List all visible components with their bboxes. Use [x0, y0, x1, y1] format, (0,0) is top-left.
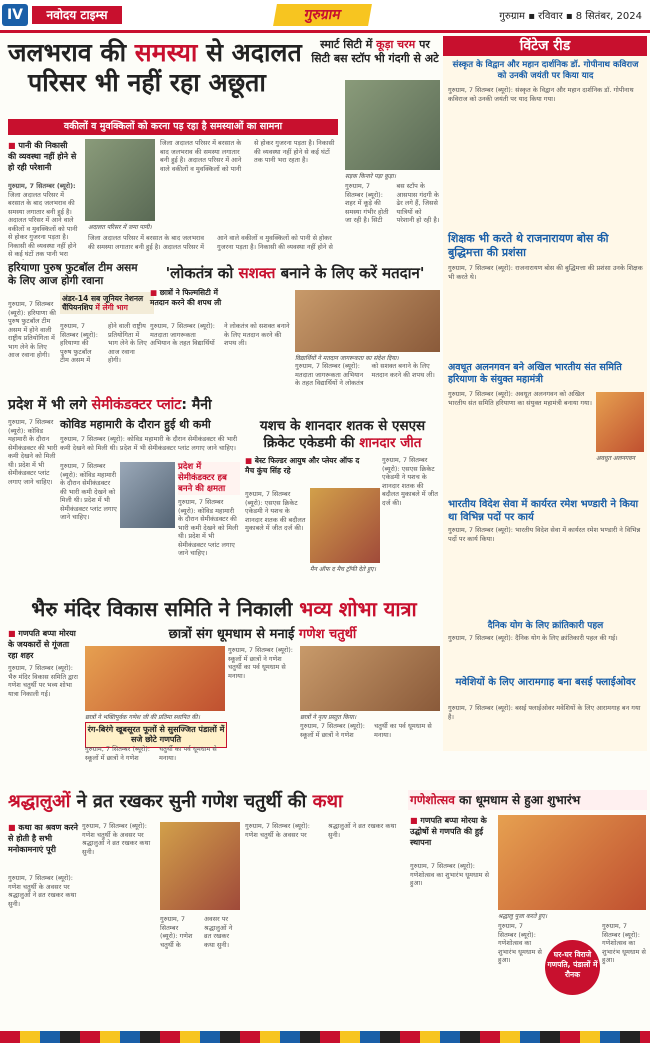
cricket-body-right: गुरुग्राम, 7 सितम्बर (ब्यूरो): एसएस क्रिकेट एकेडमी ने यशच के शानदार शतक की बदौलत मुकाबले में जीत दर्ज की। — [382, 456, 438, 507]
vote-title-red: सशक्त — [238, 264, 276, 282]
lead-headline — [8, 38, 338, 98]
sidebar-s1-title: संस्कृत के विद्वान और महान दार्शनिक डॉ. गोपीनाथ कविराज को उनकी जयंती पर किया याद — [452, 60, 639, 81]
smart-title-red: कूड़ा चरम — [376, 38, 416, 51]
lead-body: जिला अदालत परिसर में बरसात के बाद जलभराव की समस्या लगातार बनी हुई है। अदालत परिसर में आने वाले वकीलों व मुवक्किलों को पानी से होकर गुजरना पड़ता है। निकासी की व्यवस्था नहीं होने से कई घंटों तक पानी भरा — [8, 190, 78, 258]
ganeshotsav-title-a: गणेशोत्सव — [410, 793, 455, 807]
ganeshotsav-body-mid: गुरुग्राम, 7 सितम्बर (ब्यूरो): गणेशोत्सव का शुभारंभ धूमधाम से हुआ। — [498, 922, 542, 964]
students-caption-2: छात्रों ने नृत्य प्रस्तुत किया। — [300, 714, 357, 721]
sidebar-s6-title: मवेशियों के लिए आरामगाह बना बसई फ्लाईओवर — [455, 677, 636, 688]
sidebar-s2-title: शिक्षक भी करते थे राजनारायण बोस की बुद्धिमत्ता की प्रशंसा — [448, 232, 609, 259]
students-title-a: छात्रों संग धूमधाम से मनाई — [168, 627, 295, 642]
cricket-title-a: यशच के शानदार शतक से एसएस — [259, 418, 426, 434]
cricket-title-red: शानदार जीत — [359, 435, 422, 451]
bhairu-title-a: भैरु मंदिर विकास समिति ने निकाली — [31, 597, 293, 621]
lead-body-columns: जिला अदालत परिसर में बरसात के बाद जलभराव की समस्या लगातार बनी हुई है। अदालत परिसर में आने वाले वकीलों व मुवक्किलों को पानी से होकर गुजरना पड़ता है। निकासी की व्यवस्था नहीं होने से कई घंटों तक पानी भरा रहता है। — [160, 139, 335, 173]
semi-body-mid: गुरुग्राम, 7 सितम्बर (ब्यूरो): कोविड महामारी के दौरान सेमीकंडक्टर की भारी कमी देखने को मिली थी। प्रदेश में भी सेमीकंडक्टर प्लांट लगाए जाने चाहिए। — [60, 462, 117, 521]
vote-title-a: 'लोकतंत्र को — [165, 264, 234, 282]
lead-headline-a: जलभराव की — [8, 38, 127, 67]
ganeshotsav-headline — [410, 790, 645, 810]
vote-photo — [295, 290, 440, 352]
ganeshotsav-title-b: का धूमधाम से हुआ शुभारंभ — [459, 793, 581, 807]
ganeshotsav-body-left: गुरुग्राम, 7 सितम्बर (ब्यूरो): गणेशोत्सव का शुभारंभ धूमधाम से हुआ। — [410, 862, 490, 887]
katha-body-mid: गुरुग्राम, 7 सितम्बर (ब्यूरो): गणेश चतुर्थी के अवसर पर श्रद्धालुओं ने व्रत रखकर कथा सुनी। — [82, 822, 151, 856]
vote-caption: विद्यार्थियों ने मतदान जागरूकता का संदेश दिया। — [295, 355, 399, 362]
cricket-bullet: ■ बेस्ट फिल्डर आयुष और प्लेयर ऑफ द मैच कुंच सिंह रहे — [245, 456, 365, 476]
lead-headline-line2: परिसर भी नहीं रहा अछूता — [28, 68, 266, 97]
katha-body-far: गुरुग्राम, 7 सितम्बर (ब्यूरो): गणेश चतुर्थी के अवसर पर श्रद्धालुओं ने व्रत रखकर कथा सुनी। — [245, 822, 397, 839]
football-body: गुरुग्राम, 7 सितम्बर (ब्यूरो): हरियाणा की पुरुष फुटबॉल टीम असम में होने वाली राष्ट्रीय प्रतियोगिता में भाग लेने के लिए आज रवाना होगी। — [60, 322, 147, 364]
football-sub-a: अंडर-14 सब जूनियर नेशनल चैंपियनशिप — [62, 294, 144, 312]
semi-intro: गुरुग्राम, 7 सितम्बर (ब्यूरो): कोविड महामारी के दौरान सेमीकंडक्टर की भारी कमी देखने को मिली थी। प्रदेश में भी सेमीकंडक्टर प्लांट लगाए जाने चाहिए। — [60, 435, 238, 452]
smart-body: गुरुग्राम, 7 सितम्बर (ब्यूरो): शहर में कूड़े की समस्या गंभीर होती जा रही है। सिटी बस स्टॉप के आसपास गंदगी के ढेर लगे हैं, जिससे यात्रियों को परेशानी हो रही है। — [345, 182, 440, 224]
bhairu-body: गुरुग्राम, 7 सितम्बर (ब्यूरो): भैरु मंदिर विकास समिति द्वारा गणेश चतुर्थी पर भव्य शोभा यात्रा निकाली गई। — [8, 664, 78, 698]
cricket-headline — [245, 418, 440, 452]
smart-title-b: पर सिटी बस स्टॉप भी गंदगी से अटे — [311, 38, 439, 65]
sidebar-s5-body: गुरुग्राम, 7 सितम्बर (ब्यूरो): दैनिक योग के लिए क्रांतिकारी पहल की गई। — [448, 634, 618, 642]
lead-headline-b: से अदालत — [206, 38, 302, 67]
header-dateline: गुरुग्राम ▪ रविवार ▪ 8 सितंबर, 2024 — [499, 11, 642, 22]
semi-body-right: गुरुग्राम, 7 सितम्बर (ब्यूरो): कोविड महामारी के दौरान सेमीकंडक्टर की भारी कमी देखने को मिली थी। प्रदेश में भी सेमीकंडक्टर प्लांट लगाए जाने चाहिए। — [178, 498, 239, 557]
smart-caption: सड़क किनारे पड़ा कूड़ा। — [345, 173, 396, 180]
court-photo — [85, 139, 155, 221]
sidebar-s6-body: गुरुग्राम, 7 सितम्बर (ब्यूरो): बसई फ्लाईओवर मवेशियों के लिए आरामगाह बन गया है। — [448, 704, 641, 721]
masthead: नवोदय टाइम्स — [32, 6, 122, 24]
vote-body-2: गुरुग्राम, 7 सितम्बर (ब्यूरो): मतदाता जागरूकता अभियान के तहत विद्यार्थियों ने लोकतंत्र को सशक्त बनाने के लिए मतदान करने की शपथ ली। — [295, 362, 435, 387]
students-headline — [85, 626, 440, 643]
ganeshotsav-caption: श्रद्धालु पूजा करते हुए। — [498, 913, 548, 920]
sidebar-s1-body: गुरुग्राम, 7 सितम्बर (ब्यूरो): संस्कृत के विद्वान और महान दार्शनिक डॉ. गोपीनाथ कविराज को उनकी जयंती पर याद किया गया। — [448, 86, 634, 103]
katha-title-a: श्रद्धालुओं — [8, 791, 71, 812]
lead-dateline-text: गुरुग्राम, 7 सितम्बर (ब्यूरो): — [8, 182, 76, 190]
lead-bullet: ■ पानी की निकासी की व्यवस्था नहीं होने से हो रही परेशानी — [8, 140, 78, 173]
smart-title-a: स्मार्ट सिटी में — [320, 38, 373, 51]
lead-caption: अदालत परिसर में जमा पानी। — [88, 224, 152, 231]
students-body-3: गुरुग्राम, 7 सितम्बर (ब्यूरो): स्कूलों में छात्रों ने गणेश चतुर्थी का पर्व धूमधाम से मनाया। — [300, 722, 432, 739]
sidebar-s3-portrait — [596, 392, 644, 452]
vote-body: गुरुग्राम, 7 सितम्बर (ब्यूरो): मतदाता जागरूकता अभियान के तहत विद्यार्थियों ने लोकतंत्र को सशक्त बनाने के लिए मतदान करने की शपथ ली। — [150, 322, 290, 347]
city-section-label: गुरुग्राम — [273, 4, 372, 26]
students-caption-1: छात्रों ने भक्तिपूर्वक गणेश जी की प्रतिमा स्थापित की। — [85, 714, 200, 721]
semi-body-left: गुरुग्राम, 7 सितम्बर (ब्यूरो): कोविड महामारी के दौरान सेमीकंडक्टर की भारी कमी देखने को मिली थी। प्रदेश में भी सेमीकंडक्टर प्लांट लगाए जाने चाहिए। — [8, 418, 58, 486]
semi-headline — [8, 396, 238, 414]
vote-sub: ■ छात्रों ने फिल्मसिटी में मतदान करने की शपथ ली — [150, 288, 228, 308]
lead-headline-red: समस्या — [134, 38, 198, 67]
katha-body-right: गुरुग्राम, 7 सितम्बर (ब्यूरो): गणेश चतुर्थी के अवसर पर श्रद्धालुओं ने व्रत रखकर कथा सुनी। — [160, 915, 233, 949]
sidebar-s2-body: गुरुग्राम, 7 सितम्बर (ब्यूरो): राजनारायण बोस की बुद्धिमत्ता की प्रशंसा उनके शिक्षक भी करते थे। — [448, 264, 643, 281]
football-headline: हरियाणा पुरुष फुटबॉल टीम असम के लिए आज होगी रवाना — [8, 262, 138, 287]
football-body-left: गुरुग्राम, 7 सितम्बर (ब्यूरो): हरियाणा की पुरुष फुटबॉल टीम असम में होने वाली राष्ट्रीय प्रतियोगिता में भाग लेने के लिए आज रवाना होगी। — [8, 300, 56, 359]
semi-title-a: प्रदेश में भी लगे — [8, 397, 87, 413]
cricket-body-left: गुरुग्राम, 7 सितम्बर (ब्यूरो): एसएस क्रिकेट एकेडमी ने यशच के शानदार शतक की बदौलत मुकाबले में जीत दर्ज की। — [245, 490, 306, 532]
students-body: गुरुग्राम, 7 सितम्बर (ब्यूरो): स्कूलों में छात्रों ने गणेश चतुर्थी का पर्व धूमधाम से मनाया। — [228, 646, 293, 680]
semi-title-red: सेमीकंडक्टर प्लांट — [91, 397, 182, 413]
sidebar-s3-caption: अवधूत अलनगवन — [596, 455, 635, 462]
ganeshotsav-bullet: ■ गणपति बप्पा मोरया के उद्घोषों से गणपति की हुई स्थापना — [410, 815, 495, 848]
lead-body-continued: जिला अदालत परिसर में बरसात के बाद जलभराव की समस्या लगातार बनी हुई है। अदालत परिसर में आने वाले वकीलों व मुवक्किलों को पानी से होकर गुजरना पड़ता है। निकासी की व्यवस्था नहीं होने से — [88, 234, 333, 251]
katha-bullet: ■ कथा का श्रवण करने से होती है सभी मनोकामनाएं पूरी — [8, 822, 78, 855]
vote-headline — [150, 264, 440, 283]
students-body-2: गुरुग्राम, 7 सितम्बर (ब्यूरो): स्कूलों में छात्रों ने गणेश चतुर्थी का पर्व धूमधाम से मनाया। — [85, 745, 217, 762]
students-photo-2 — [300, 646, 440, 711]
lead-dateline — [8, 182, 80, 260]
page-number: IV — [2, 4, 28, 26]
cricket-caption: मैन ऑफ द मैच ट्रॉफी देते हुए। — [310, 566, 376, 573]
katha-title-b: ने व्रत रखकर सुनी गणेश चतुर्थी की — [76, 791, 307, 812]
students-box: रंग-बिरंगे खूबसूरत फूलों से सुसज्जित पंडालों में सजे छोटे गणपति — [85, 722, 227, 748]
students-photo-1 — [85, 646, 225, 711]
ganeshotsav-photo — [498, 815, 646, 910]
ganesh-idol-photo — [160, 822, 240, 910]
semi-portrait — [120, 462, 175, 528]
semi-box: प्रदेश में सेमीकंडक्टर हब बनने की क्षमता — [178, 462, 240, 495]
cricket-photo — [310, 488, 380, 563]
ganeshotsav-body-right: गुरुग्राम, 7 सितम्बर (ब्यूरो): गणेशोत्सव का शुभारंभ धूमधाम से हुआ। — [602, 922, 646, 964]
football-sub-red: में लेगी भाग — [95, 303, 128, 312]
sidebar-s4-body: गुरुग्राम, 7 सितम्बर (ब्यूरो): भारतीय विदेश सेवा में कार्यरत रमेश भण्डारी ने विभिन्न पदों पर कार्य किया। — [448, 526, 641, 543]
color-registration-bar — [0, 1031, 650, 1043]
sidebar-s3-body: गुरुग्राम, 7 सितम्बर (ब्यूरो): अवधूत अलनगवन को अखिल भारतीय संत समिति हरियाणा का संयुक्त महामंत्री बनाया गया। — [448, 390, 592, 407]
students-title-red: गणेश चतुर्थी — [298, 627, 357, 642]
sidebar-s4-title: भारतीय विदेश सेवा में कार्यरत रमेश भण्डारी ने किया था विभिन्न पदों पर कार्य — [448, 499, 639, 523]
sidebar-heading: विंटेज रीड — [443, 36, 647, 56]
katha-body-left: गुरुग्राम, 7 सितम्बर (ब्यूरो): गणेश चतुर्थी के अवसर पर श्रद्धालुओं ने व्रत रखकर कथा सुनी। — [8, 874, 77, 908]
sidebar-s5-title: दैनिक योग के लिए क्रांतिकारी पहल — [487, 621, 604, 631]
sidebar-s3-title: अवधूत अलनगवन बने अखिल भारतीय संत समिति हरियाणा के संयुक्त महामंत्री — [448, 362, 622, 385]
football-sub — [60, 292, 154, 314]
smart-headline-text — [310, 38, 440, 66]
semi-sub: कोविड महामारी के दौरान हुई थी कमी — [60, 418, 211, 431]
lead-strap: वकीलों व मुवक्किलों को करना पड़ रहा है समस्याओं का सामना — [8, 119, 338, 135]
bhairu-bullet: ■ गणपति बप्पा मोरया के जयकारों से गूंजता रहा शहर — [8, 628, 80, 661]
semi-title-b: : मैनी — [181, 397, 212, 413]
katha-headline — [8, 790, 403, 814]
bhairu-title-red: भव्य शोभा यात्रा — [299, 597, 417, 621]
cricket-title-b: क्रिकेट एकेडमी की — [263, 435, 355, 451]
bhairu-headline — [8, 596, 440, 622]
ganeshotsav-badge: घर-घर विराजे गणपति, पंडालों में रौनक — [545, 940, 600, 995]
garbage-photo — [345, 80, 440, 170]
vote-title-b: बनाने के लिए करें मतदान' — [280, 264, 425, 282]
katha-title-red: कथा — [312, 791, 343, 812]
